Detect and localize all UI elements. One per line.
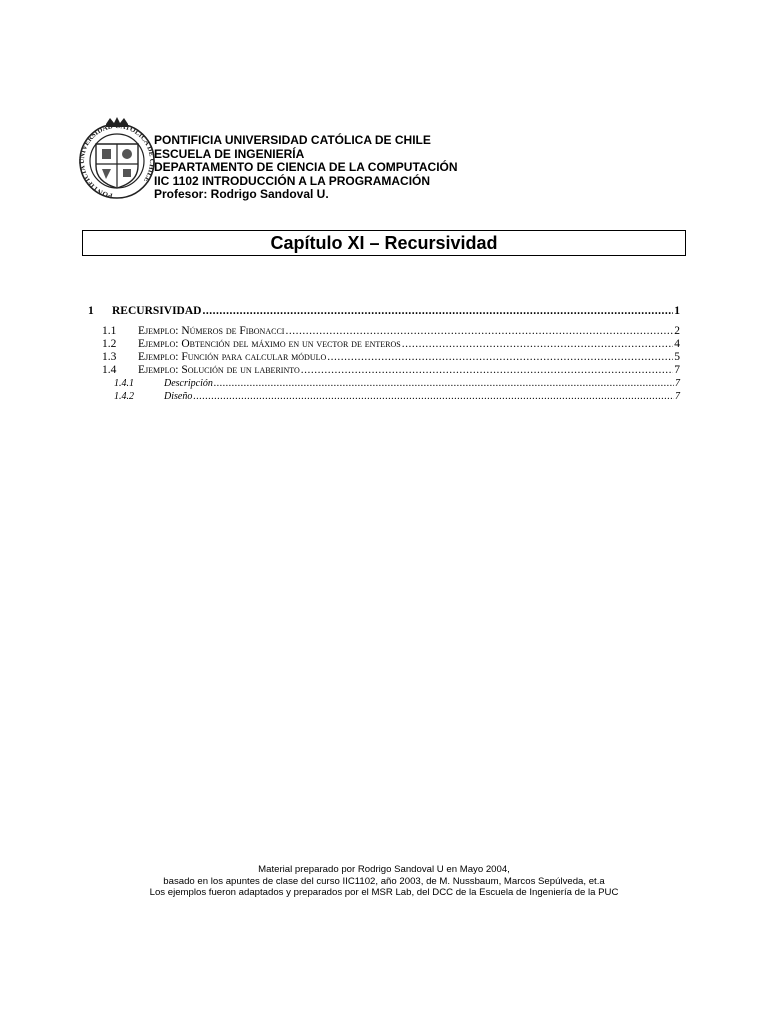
toc-title: Descripción (164, 378, 213, 389)
toc-entry[interactable] (88, 364, 680, 377)
toc-leader (301, 364, 674, 377)
toc-leader (327, 351, 673, 364)
toc-title: Diseño (164, 391, 193, 402)
toc-page: 7 (675, 391, 680, 402)
toc-number: 1.4.2 (114, 391, 134, 402)
footer-line: Los ejemplos fueron adaptados y preparados por el MSR Lab, del DCC de la Escuela de Ingeniería de la PUC (149, 887, 619, 898)
chapter-title: Capítulo XI – Recursividad (270, 232, 498, 253)
toc-page: 7 (674, 364, 680, 376)
header-university: PONTIFICIA UNIVERSIDAD CATÓLICA DE CHILE (154, 133, 431, 147)
credits-footer (0, 864, 768, 899)
toc-title: Ejemplo: Función para calcular módulo (138, 351, 327, 363)
toc-leader (285, 325, 673, 338)
toc-leader (214, 377, 674, 390)
toc-title: Ejemplo: Números de Fibonacci (138, 325, 285, 337)
toc-entry[interactable] (88, 325, 680, 338)
toc-number: 1.1 (102, 325, 117, 337)
university-seal-icon (76, 116, 158, 206)
toc-page: 4 (674, 338, 680, 350)
toc-leader (193, 390, 674, 403)
toc-title: Ejemplo: Solución de un laberinto (138, 364, 300, 376)
toc-entry[interactable] (88, 351, 680, 364)
toc-entry[interactable] (88, 390, 680, 403)
toc-leader (202, 305, 673, 317)
toc-leader (402, 338, 674, 351)
toc-entry[interactable] (88, 305, 680, 317)
toc-number: 1 (88, 305, 94, 317)
toc-number: 1.3 (102, 351, 117, 363)
toc-title: Ejemplo: Obtención del máximo en un vector de enteros (138, 338, 401, 350)
svg-text:PONTIFICIA UNIVERSIDAD CATOLIC: PONTIFICIA UNIVERSIDAD CATOLICA DE CHILE (77, 121, 157, 200)
chapter-title-box (82, 230, 686, 256)
toc-title: RECURSIVIDAD (112, 305, 202, 317)
header-professor: Profesor: Rodrigo Sandoval U. (154, 187, 329, 202)
table-of-contents (88, 305, 680, 403)
header-department: DEPARTAMENTO DE CIENCIA DE LA COMPUTACIÓN (154, 160, 458, 175)
header-school: ESCUELA DE INGENIERÍA (154, 146, 305, 161)
header-course: IIC 1102 INTRODUCCIÓN A LA PROGRAMACIÓN (154, 173, 431, 188)
footer-line: Material preparado por Rodrigo Sandoval U en Mayo 2004, (258, 864, 510, 875)
toc-entry[interactable] (88, 338, 680, 351)
toc-page: 7 (675, 378, 680, 389)
toc-number: 1.4.1 (114, 378, 134, 389)
toc-number: 1.4 (102, 364, 117, 376)
institution-header (154, 134, 458, 202)
toc-page: 1 (674, 305, 680, 317)
footer-line: basado en los apuntes de clase del curso IIC1102, año 2003, de M. Nussbaum, Marcos Sepúlveda, et.a (163, 875, 605, 887)
toc-page: 2 (674, 325, 680, 337)
toc-page: 5 (674, 351, 680, 363)
toc-entry[interactable] (88, 377, 680, 390)
toc-number: 1.2 (102, 338, 117, 350)
